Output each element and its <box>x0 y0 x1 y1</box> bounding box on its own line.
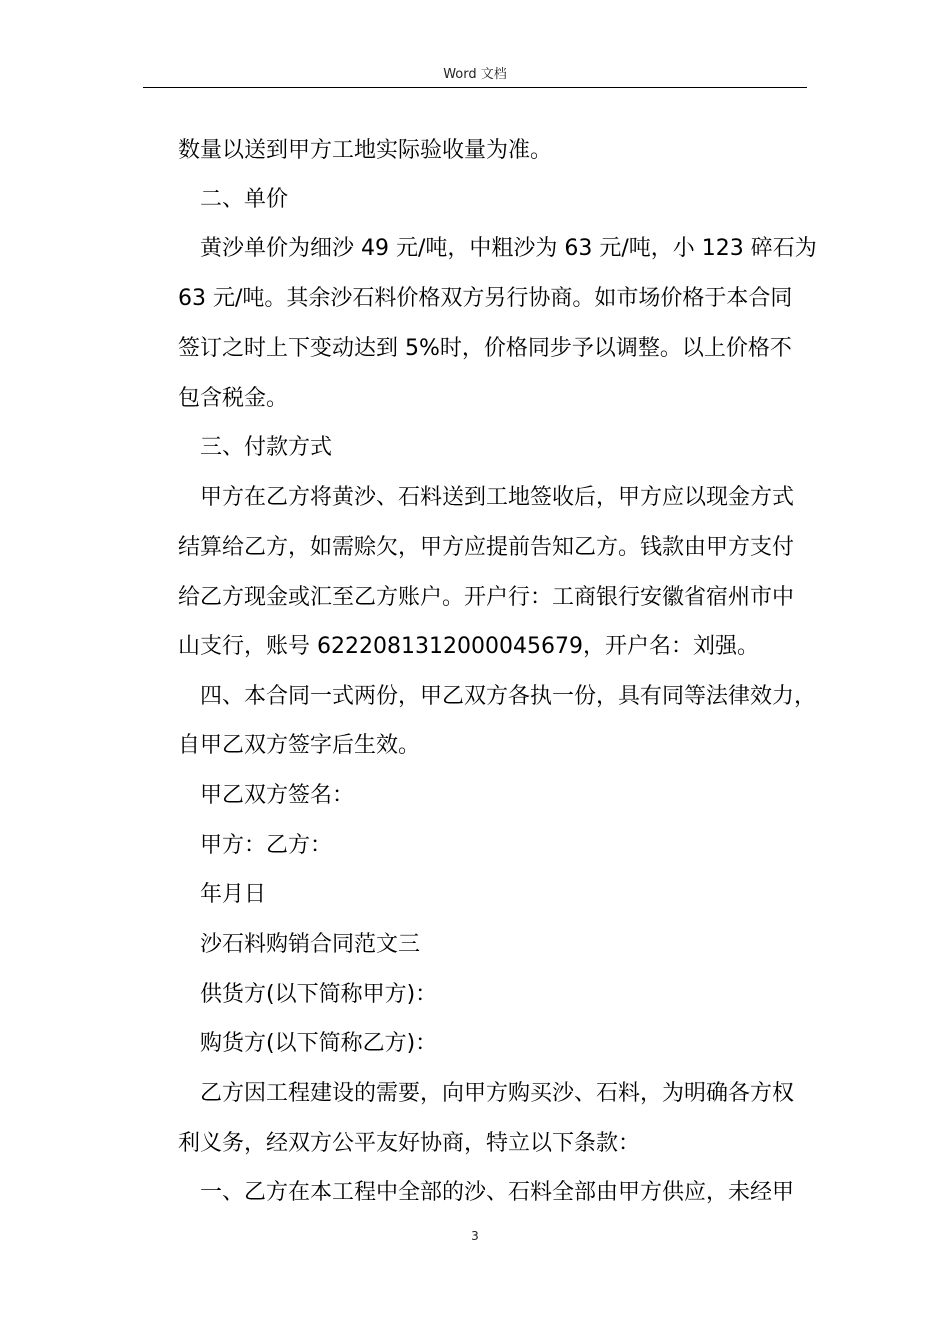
page-header: Word 文档 <box>443 67 507 82</box>
body-line: 给乙方现金或汇至乙方账户。开户行：工商银行安徽省宿州市中 <box>178 585 795 610</box>
body-line: 利义务，经双方公平友好协商，特立以下条款： <box>178 1131 641 1156</box>
body-line: 结算给乙方，如需赊欠，甲方应提前告知乙方。钱款由甲方支付 <box>178 535 795 560</box>
body-line: 购货方(以下简称乙方)： <box>200 1031 438 1056</box>
body-line: 黄沙单价为细沙 49 元/吨，中粗沙为 63 元/吨，小 123 碎石为 <box>200 236 817 261</box>
section-heading: 二、单价 <box>200 187 289 212</box>
body-line: 供货方(以下简称甲方)： <box>200 982 438 1007</box>
body-line: 年月日 <box>200 882 267 907</box>
section-title: 沙石料购销合同范文三 <box>200 932 421 957</box>
body-line: 四、本合同一式两份，甲乙双方各执一份，具有同等法律效力， <box>200 684 817 709</box>
body-line: 乙方因工程建设的需要，向甲方购买沙、石料，为明确各方权 <box>200 1081 795 1106</box>
body-line: 包含税金。 <box>178 386 289 411</box>
body-line: 签订之时上下变动达到 5%时，价格同步予以调整。以上价格不 <box>178 336 792 361</box>
body-line: 自甲乙双方签字后生效。 <box>178 733 421 758</box>
section-heading: 三、付款方式 <box>200 435 333 460</box>
body-line: 甲方在乙方将黄沙、石料送到工地签收后，甲方应以现金方式 <box>200 485 795 510</box>
body-line: 数量以送到甲方工地实际验收量为准。 <box>178 138 553 163</box>
body-line: 山支行，账号 6222081312000045679，开户名：刘强。 <box>178 634 759 659</box>
body-line: 甲方：乙方： <box>200 833 333 858</box>
body-line: 甲乙双方签名： <box>200 783 355 808</box>
page-number: 3 <box>471 1229 479 1243</box>
body-line: 63 元/吨。其余沙石料价格双方另行协商。如市场价格于本合同 <box>178 286 793 311</box>
body-line: 一、乙方在本工程中全部的沙、石料全部由甲方供应，未经甲 <box>200 1180 795 1205</box>
